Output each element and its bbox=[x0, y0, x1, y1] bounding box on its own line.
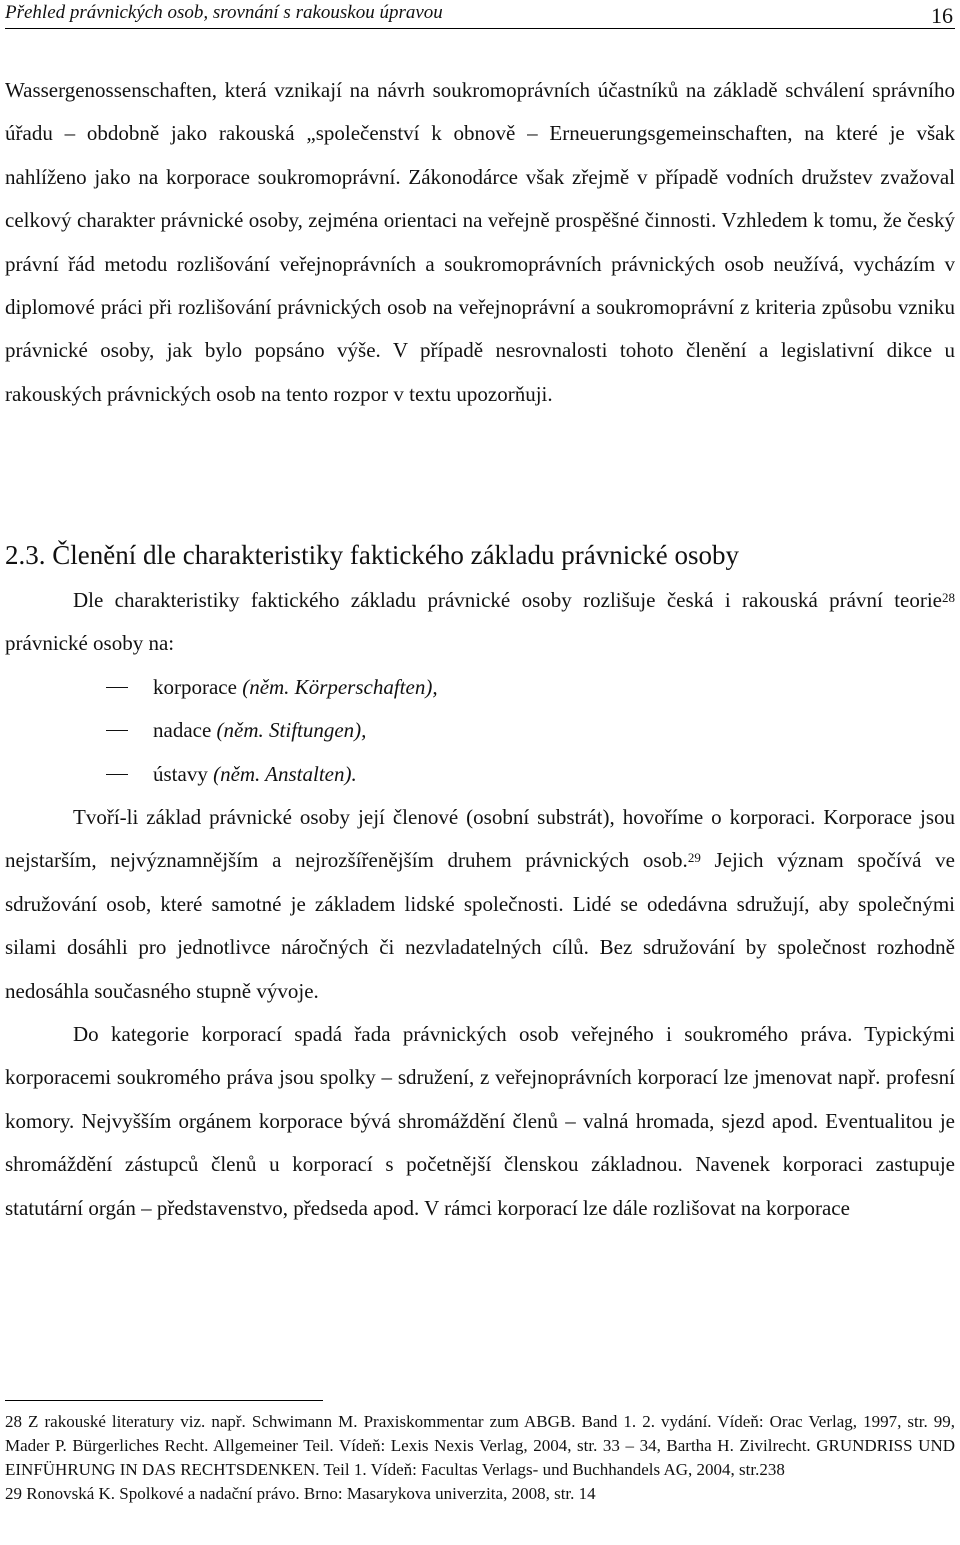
running-title: Přehled právnických osob, srovnání s rakouskou úpravou bbox=[5, 2, 443, 23]
page-header bbox=[5, 0, 955, 29]
footnote-ref-29[interactable]: 29 bbox=[687, 850, 701, 866]
dash-bullet bbox=[106, 774, 128, 775]
section-heading: 2.3. Členění dle charakteristiky faktického základu právnické osoby bbox=[5, 540, 739, 570]
list-item: korporace (něm. Körperschaften), bbox=[5, 666, 955, 709]
footnote-28: 28 Z rakouské literatury viz. např. Schwimann M. Praxiskommentar zum ABGB. Band 1. 2. vydání. Vídeň: Orac Verlag, 1997, str. 99, Mader P. Bürgerliches Recht. Allgemeiner Teil. Vídeň: Lexis Nexis Verlag, 2004, str. 33 – 34, Bartha H. Zivilrecht. GRUNDRISS UND EINFÜHRUNG IN DAS RECHTSDENKEN. Teil 1. Vídeň: Facultas Verlags- und Buchhandels AG, 2004, str.238 bbox=[5, 1412, 955, 1479]
footnote-29: 29 Ronovská K. Spolkové a nadační právo. Brno: Masarykova univerzita, 2008, str. 14 bbox=[5, 1484, 596, 1503]
footnote-separator bbox=[5, 1400, 323, 1401]
list-item: nadace (něm. Stiftungen), bbox=[5, 709, 955, 752]
dash-bullet bbox=[106, 730, 128, 731]
paragraph-corporation-categories: Do kategorie korporací spadá řada právnických osob veřejného i soukromého práva. Typickými korporacemi soukromého práva jsou spolky – sdružení, z veřejnoprávních korporací lze jmenovat např. profesní komory. Nejvyšším orgánem korporace bývá shromáždění členů – valná hromada, sjezd apod. Eventualitou je shromáždění zástupců členů u korporací s početnější členskou základnou. Navenek korporaci zastupuje statutární orgán – představenstvo, předseda apod. V rámci korporací lze dále rozlišovat na korporace bbox=[5, 1022, 955, 1220]
paragraph-corporations: Tvoří-li základ právnické osoby její členové (osobní substrát), hovoříme o korporaci. Korporace jsou nejstarším, nejvýznamnějším a nejrozšířenějším druhem právnických osob.$^{29}$ Jejich význam spočívá ve sdružování osob, které samotné je základem lidské společnosti. Lidé se odedávna sdružují, aby společnými silami dosáhli pro jednotlivce náročných či nezvladatelných cílů. Bez sdružování by společnost rozhodně nedosáhla současného stupně vývoje. bbox=[5, 805, 955, 1003]
footnotes bbox=[5, 1410, 955, 1506]
footnote-ref-28[interactable]: 28 bbox=[942, 590, 955, 605]
paragraph-classification: Dle charakteristiky faktického základu právnické osoby rozlišuje česká i rakouská právní teorie$^{28}$ právnické osoby na: bbox=[5, 588, 955, 656]
paragraph-water-cooperatives: Wassergenossenschaften, která vznikají na návrh soukromoprávních účastníků na základě schválení správního úřadu – obdobně jako rakouská „společenství k obnově – Erneuerungsgemeinschaften, na které je však nahlíženo jako na korporace soukromoprávní. Zákonodárce však zřejmě v případě vodních družstev zvažoval celkový charakter právnické osoby, zejména orientaci na veřejně prospěšné činnosti. Vzhledem k tomu, že český právní řád metodu rozlišování veřejnoprávních a soukromoprávních právnických osob neužívá, vycházím v diplomové práci při rozlišování právnických osob na veřejnoprávní a soukromoprávní z kriteria způsobu vzniku právnické osoby, jak bylo popsáno výše. V případě nesrovnalosti tohoto členění a legislativní dikce u rakouských právnických osob na tento rozpor v textu upozorňuji. bbox=[5, 78, 955, 406]
list-item: ústavy (něm. Anstalten). bbox=[5, 753, 955, 796]
legal-person-types-list bbox=[5, 666, 955, 796]
page-number: 16 bbox=[931, 3, 953, 28]
body-section-1 bbox=[5, 69, 955, 416]
body-section-2 bbox=[5, 579, 955, 1230]
dash-bullet bbox=[106, 687, 128, 688]
